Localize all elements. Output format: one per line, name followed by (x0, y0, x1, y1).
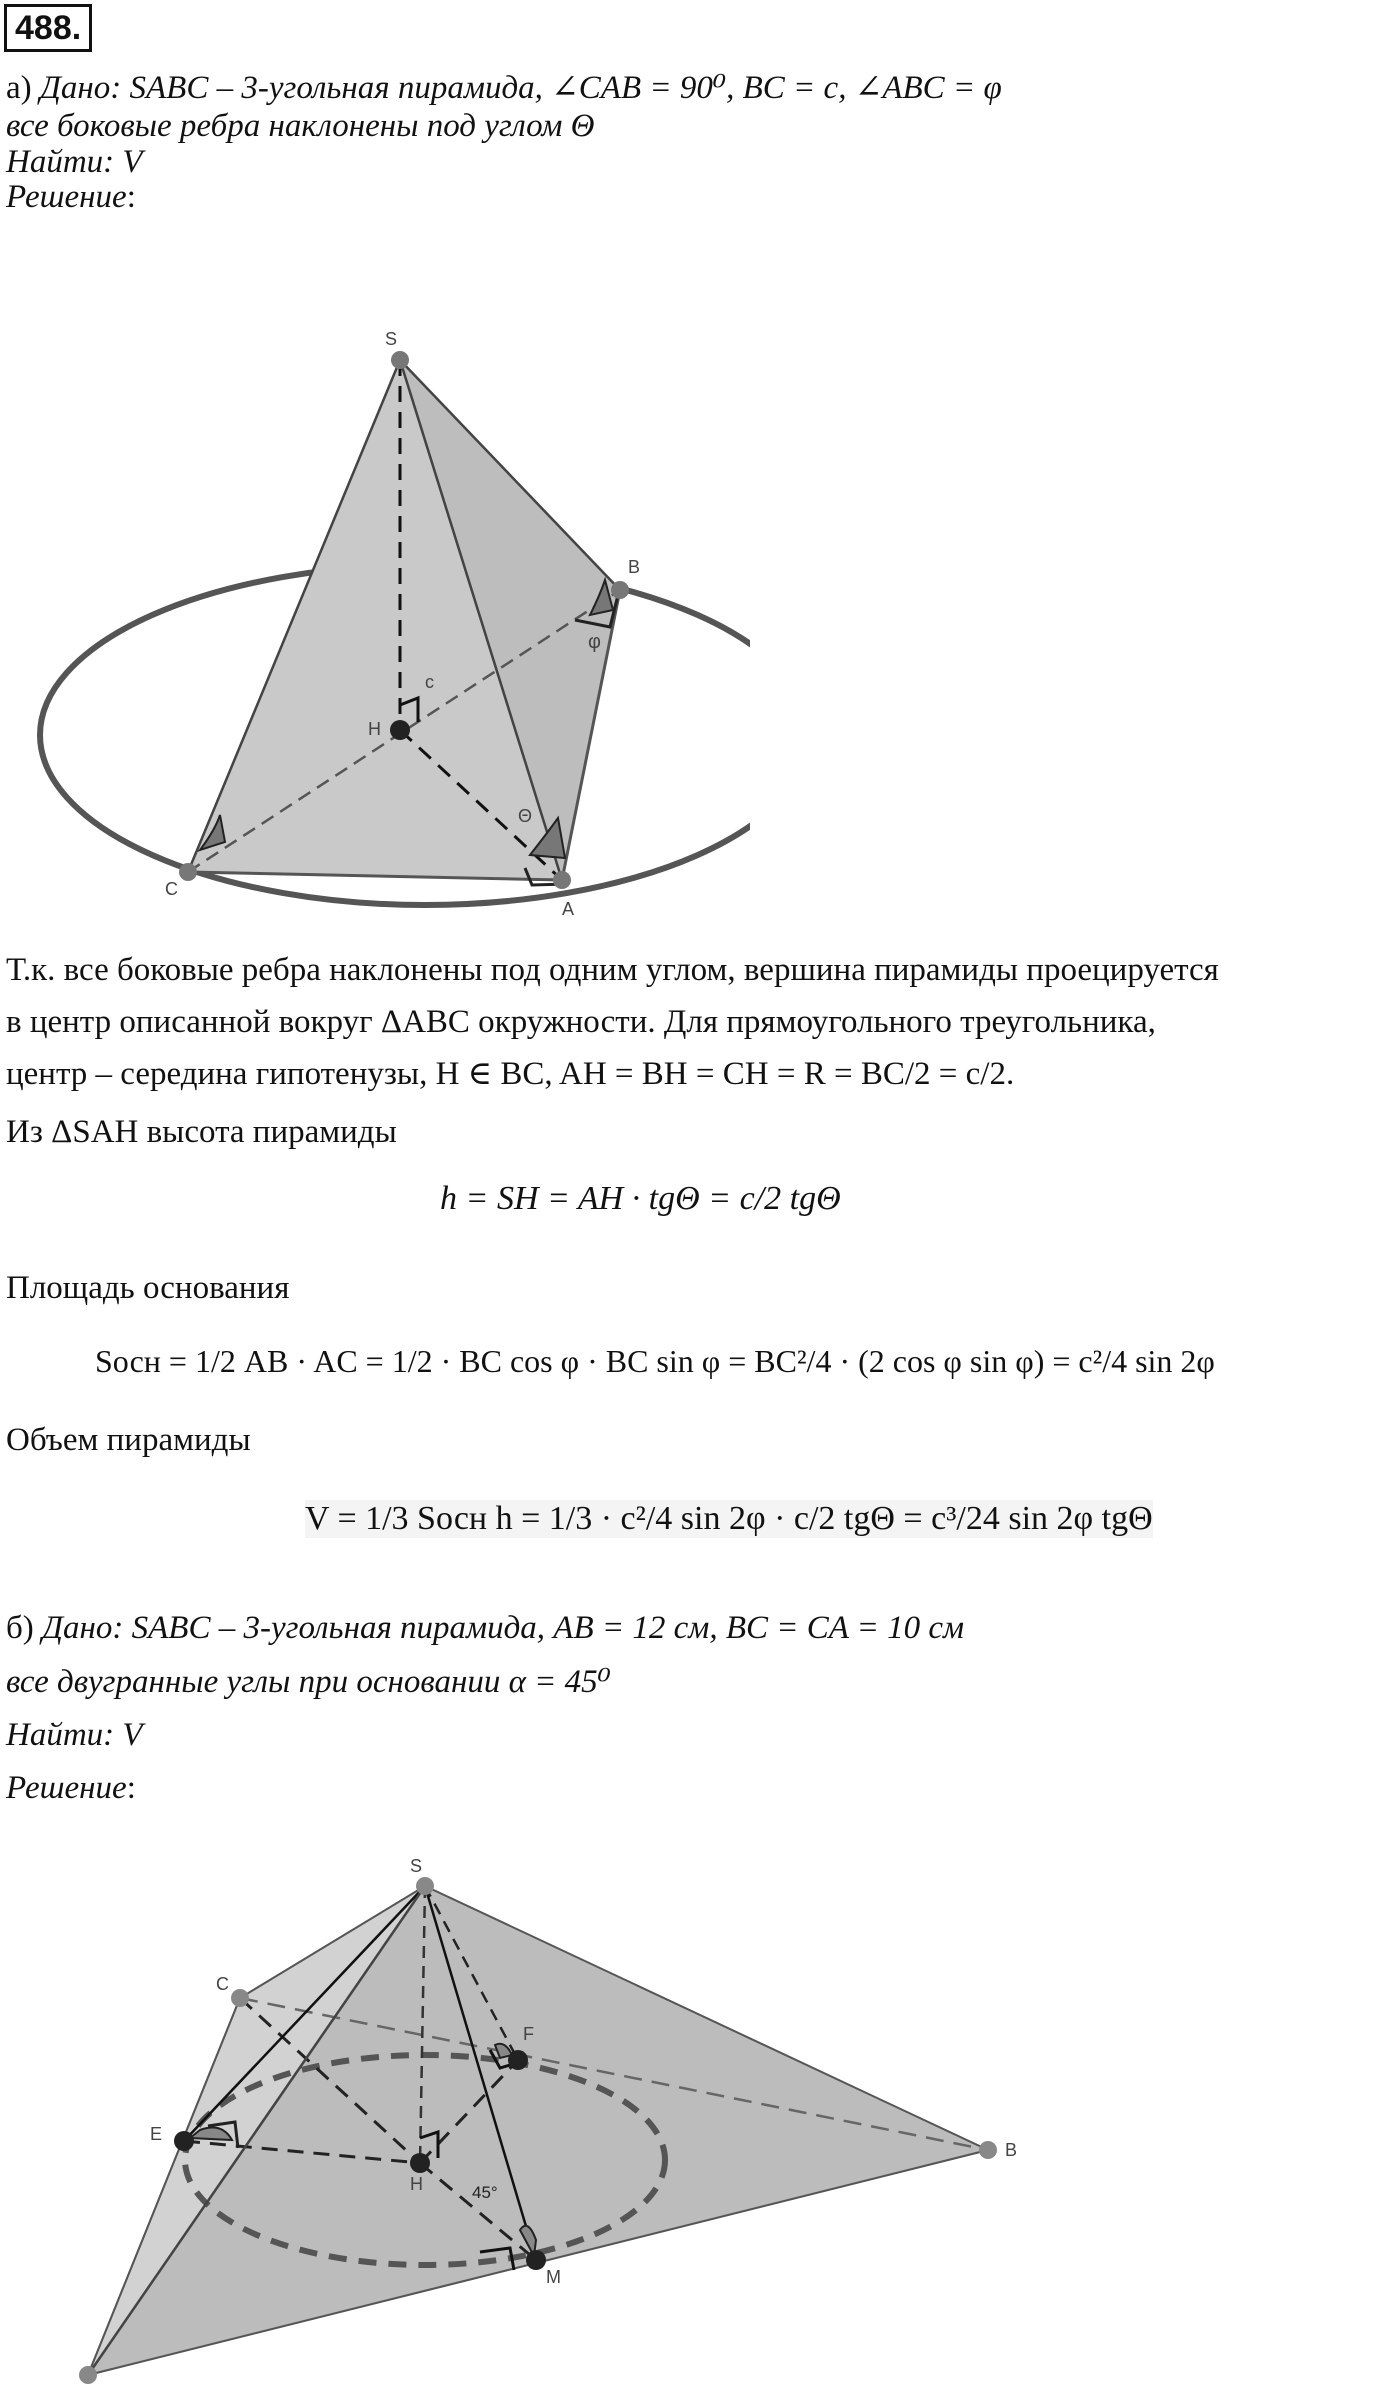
part-a-text2: в центр описанной вокруг ΔABC окружности. Для прямоугольного треугольника, (6, 1004, 1156, 1040)
part-a-text3: центр – середина гипотенузы, H ∈ BC, AH = BH = CH = R = BC/2 = c/2. (6, 1056, 1015, 1092)
point-f (508, 2050, 528, 2070)
point-h (390, 720, 410, 740)
formula-h: h = SH = AH · tgΘ = c/2 tgΘ (440, 1180, 841, 1217)
pyramid-figure-a (30, 330, 750, 920)
point-m (526, 2250, 546, 2270)
point-e (174, 2131, 194, 2151)
label-theta: Θ (518, 806, 533, 826)
part-a-text4: Из ΔSAH высота пирамиды (6, 1114, 397, 1150)
point-s-b (416, 1877, 434, 1895)
formula-s: Sосн = 1/2 AB · AC = 1/2 · BC cos φ · BC sin φ = BC²/4 · (2 cos φ sin φ) = c²/4 sin 2φ (95, 1343, 1215, 1379)
label-e: E (150, 2124, 163, 2144)
label-phi: φ (588, 631, 601, 653)
point-a-b (79, 2366, 97, 2384)
label-b-b: B (1005, 2140, 1018, 2160)
label-m: M (546, 2267, 561, 2287)
formula-v: V = 1/3 Sосн h = 1/3 · c²/4 sin 2φ · c/2 tgΘ = c³/24 sin 2φ tgΘ (305, 1500, 1153, 1537)
label-s-b: S (410, 1856, 423, 1876)
part-a-text5: Площадь основания (6, 1270, 290, 1306)
part-a-text6: Объем пирамиды (6, 1422, 251, 1458)
part-b-given: б) Дано: SABC – 3-угольная пирамида, AB = 12 см, BC = CA = 10 см (6, 1610, 965, 1646)
part-a-given: а) Дано: SABC – 3-угольная пирамида, ∠CAB = 90⁰, BC = c, ∠ABC = φ (6, 70, 1002, 106)
point-s (391, 351, 409, 369)
part-a-text1: Т.к. все боковые ребра наклонены под одним углом, вершина пирамиды проецируется (6, 952, 1219, 988)
label-c: C (165, 879, 178, 899)
label-h-b: H (410, 2174, 423, 2194)
label-s: S (385, 330, 398, 349)
point-b-b (979, 2141, 997, 2159)
label-45: 45° (472, 2183, 498, 2202)
point-c (179, 863, 197, 881)
label-a: A (562, 899, 575, 919)
label-f: F (523, 2024, 534, 2044)
part-a-solution: Решение: (6, 179, 136, 215)
problem-number: 488. (4, 4, 92, 52)
part-b-find: Найти: V (6, 1717, 143, 1753)
label-h: H (368, 719, 381, 739)
label-c-b: C (216, 1974, 229, 1994)
label-c-side: c (425, 672, 434, 692)
point-h-b (410, 2153, 430, 2173)
part-b-given-line2: все двугранные углы при основании α = 45⁰ (6, 1664, 611, 1700)
point-b (611, 581, 629, 599)
part-a-find: Найти: V (6, 144, 143, 180)
pyramid-figure-b (40, 1830, 1040, 2385)
label-b: B (628, 557, 641, 577)
part-b-solution: Решение: (6, 1770, 136, 1806)
part-a-given-line2: все боковые ребра наклонены под углом Θ (6, 108, 595, 144)
point-a (553, 871, 571, 889)
point-c-b (231, 1989, 249, 2007)
